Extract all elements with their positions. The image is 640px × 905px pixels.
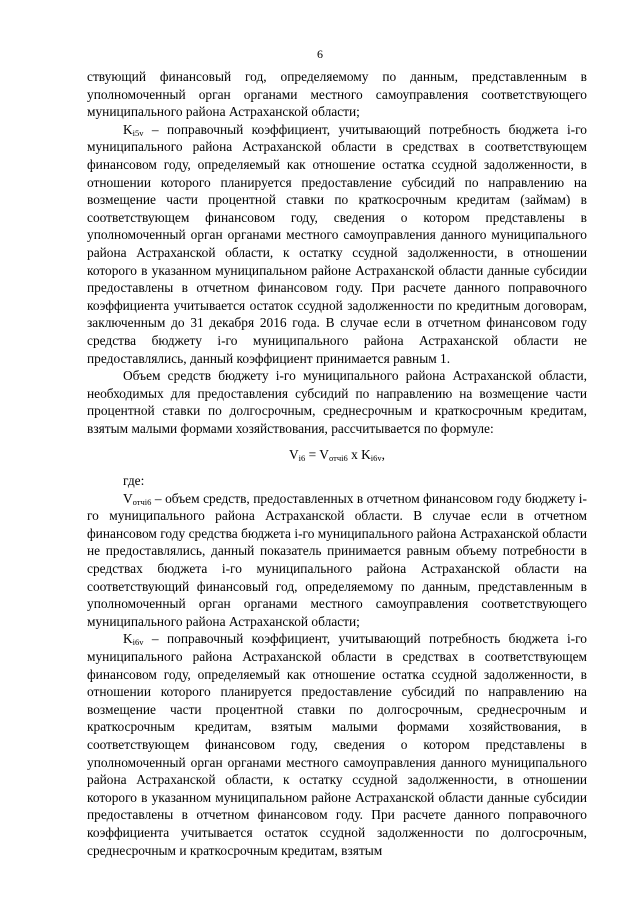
paragraph-text: – объем средств, предоставленных в отчетном финансовом году бюджету i-го муниципального района Астраханской области. В случае если в отчетном финансовом году средства бюджета i-го муниципального района Астраханской области не предоставлялись, данный показатель принимается равным объему потребности в средствах бюджета i-го муниципального района Астраханской области на соответствующий финансовый год, определяемому по данным, представленным в уполномоченный орган органами местного самоуправления соответствующего муниципального района Астраханской области; (87, 490, 587, 629)
symbol-k-i6v: $K_{i6v}$ (123, 631, 144, 648)
paragraph-text: – поправочный коэффициент, учитывающий потребность бюджета i-го муниципального района Астраханской области в средствах в соответствующем финансовом году, определяемый как отношение остатка ссудной задолженности, в отношении которого планируется предоставление субсидий по направлению на возмещение части процентной ставки по долгосрочным, среднесрочным и краткосрочным кредитам, взятым малыми формами хозяйствования, в соответствующем финансовом году, сведения о котором представлены в уполномоченный орган органами местного самоуправления данного муниципального района Астраханской области, к остатку ссудной задолженности, в отношении которого в указанном муниципальном районе Астраханской области данные субсидии предоставлены в отчетном финансовом году. При расчете данного поправочного коэффициента учитывается остаток ссудной задолженности по долгосрочным, среднесрочным и краткосрочным кредитам, взятым (87, 631, 587, 858)
paragraph-text: – поправочный коэффициент, учитывающий потребность бюджета i-го муниципального района Астраханской области в средствах в соответствующем финансовом году, определяемый как отношение остатка ссудной задолженности, в отношении которого планируется предоставление субсидий по направлению на возмещение части процентной ставки по краткосрочным кредитам (займам) в соответствующем финансовом году, сведения о котором представлены в уполномоченный орган органами местного самоуправления данного муниципального района Астраханской области, к остатку ссудной задолженности, в отношении которого в указанном муниципальном районе Астраханской области данные субсидии предоставлены в отчетном финансовом году. При расчете данного поправочного коэффициента учитывается остаток ссудной задолженности по кредитным договорам, заключенным до 31 декабря 2016 года. В случае если в отчетном финансовом году средства бюджету i-го муниципального района Астраханской области не предоставлялись, данный коэффициент принимается равным 1. (87, 121, 587, 366)
paragraph-text: Объем средств бюджету i-го муниципального района Астраханской области, необходимых для предоставления субсидий по направлению на возмещение части процентной ставки по долгосрочным, среднесрочным и краткосрочным кредитам, взятым малыми формами хозяйствования, рассчитывается по формуле: (87, 368, 587, 436)
paragraph-v-otch-definition (87, 490, 587, 631)
page-number: 6 (317, 47, 323, 61)
paragraph-volume-intro (87, 367, 587, 437)
document-body (87, 68, 587, 859)
symbol-v-otch: $V_{отчi6}$ (123, 490, 152, 507)
paragraph-text: ствующий финансовый год, определяемому по данным, представленным в уполномоченный орган органами местного самоуправления соответствующего муниципального района Астраханской области; (87, 69, 587, 120)
symbol-k-i5v: $K_{i5v}$ (123, 121, 144, 138)
paragraph-k-i6v-definition (87, 630, 587, 859)
paragraph-k-i5v-definition (87, 121, 587, 367)
where-label: где: (123, 473, 145, 489)
paragraph-continuation (87, 68, 587, 121)
formula: $V_{i6} = V_{отчi6}$ x $K_{i6v}$, (288, 447, 386, 464)
